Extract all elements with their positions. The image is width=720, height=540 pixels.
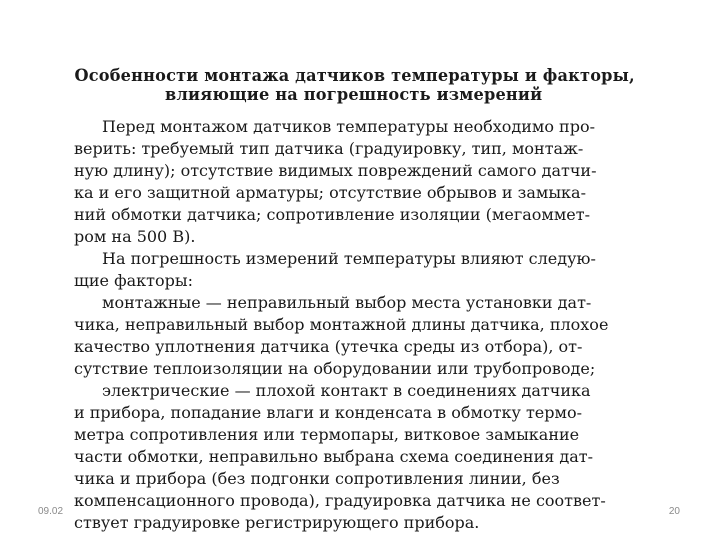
page-number: 20 [668, 506, 680, 517]
text-line: метра сопротивления или термопары, витковое замыкание [74, 425, 580, 444]
text-line: верить: требуемый тип датчика (градуировку, тип, монтаж- [74, 139, 584, 158]
section-heading [68, 66, 640, 104]
text-line: ствует градуировке регистрирующего прибора. [74, 513, 480, 532]
text-line: компенсационного провода), градуировка датчика не соответ- [74, 491, 606, 510]
text-line: щие факторы: [74, 271, 194, 290]
text-line: качество уплотнения датчика (утечка среды из отбора), от- [74, 337, 583, 356]
text-line: чика и прибора (без подгонки сопротивления линии, без [74, 469, 560, 488]
text-line: чика, неправильный выбор монтажной длины датчика, плохое [74, 315, 609, 334]
text-line: части обмотки, неправильно выбрана схема соединения дат- [74, 447, 594, 466]
footer-date: 09.02 [38, 506, 64, 517]
scanned-page [68, 52, 640, 540]
text-line: ром на 500 В). [74, 227, 196, 246]
text-line: ний обмотки датчика; сопротивление изоляции (мегаоммет- [74, 205, 591, 224]
text-line: сутствие теплоизоляции на оборудовании или трубопроводе; [74, 359, 596, 378]
text-line: и прибора, попадание влаги и конденсата в обмотку термо- [74, 403, 582, 422]
text-line: ка и его защитной арматуры; отсутствие обрывов и замыка- [74, 183, 586, 202]
text-line: электрические — плохой контакт в соединениях датчика [102, 381, 591, 400]
text-line: На погрешность измерений температуры влияют следую- [102, 249, 596, 268]
text-line: ную длину); отсутствие видимых повреждений самого датчи- [74, 161, 597, 180]
text-line: монтажные — неправильный выбор места установки дат- [102, 293, 592, 312]
heading-line-2: влияющие на погрешность измерений [165, 85, 543, 104]
text-line: Перед монтажом датчиков температуры необходимо про- [102, 117, 595, 136]
heading-line-1: Особенности монтажа датчиков температуры и факторы, [74, 66, 635, 85]
